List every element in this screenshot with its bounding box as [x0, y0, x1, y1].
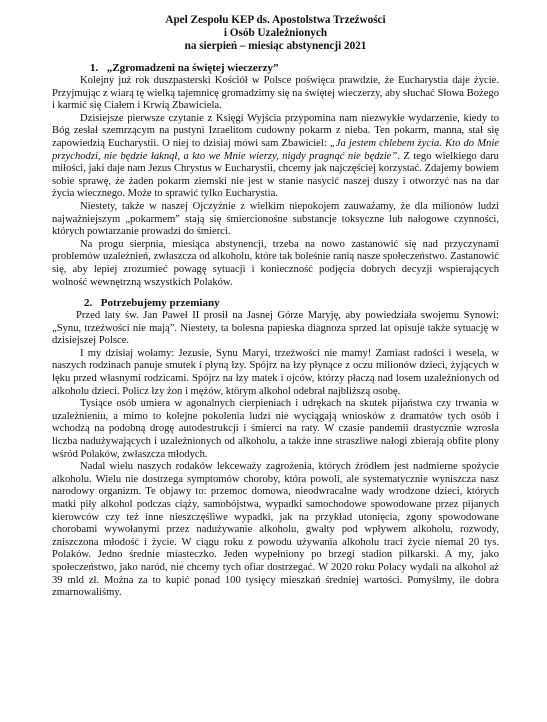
section-2-paragraph-3: Tysiące osób umiera w agonalnych cierpieniach i udrękach na skutek pijaństwa czy trwania w uzależnieniu, a mimo to kolejne pokolenia ludzi nie wyciągają wniosków z dramatów tych osób i wchodzą na podobną drogę autodestrukcji i śmierci na raty. W czasie pandemii drastycznie wzrosła liczba nadużywających i uzależnionych od alkoholu, a także inne straszliwe nałogi zbierają obfite plony wśród Polaków, zwłaszcza młodych. — [52, 398, 499, 460]
section-2-number: 2. — [84, 297, 93, 310]
section-2-paragraph-2: I my dzisiaj wołamy: Jezusie, Synu Maryi, trzeźwości nie mamy! Zamiast radości i wesela, w naszych rodzinach panuje smutek i płyną łzy. Spójrz na łzy płynące z oczu milionów dzieci, żyjących w lęku przed własnymi rodzicami. Spójrz na łzy matek i ojców, którzy płaczą nad losem uzależnionych od alkoholu dzieci. Policz łzy żon i mężów, którym alkohol odebrał najbliższą osobę. — [52, 347, 499, 397]
title-line-2: i Osób Uzależnionych — [223, 27, 328, 39]
section-1-paragraph-2-text-b: . Z tego wielkiego daru miłości, jaki daje nam Jezus Chrystus w Eucharystii, chcemy jak najczęściej korzystać. Zdajemy bowiem sobie sprawę, że żaden pokarm ziemski nie jest w stanie nasycić naszej duszy i otworzyć nas na dar życia wiecznego. Może to sprawić tylko Eucharystia. — [52, 150, 499, 200]
section-1-paragraph-4: Na progu sierpnia, miesiąca abstynencji, trzeba na nowo zastanowić się nad przyczynami problemów uzależnień, zwłaszcza od alkoholu, które tak boleśnie ranią nasze społeczeństwo. Zastanowić się, aby lepiej zrozumieć powagę sytuacji i konieczność podjęcia dobrych decyzji wspierających wolność wewnętrzną wszystkich Polaków. — [52, 238, 499, 288]
section-1-number: 1. — [90, 62, 99, 74]
document-title — [52, 14, 499, 53]
section-2-paragraph-4: Nadal wielu naszych rodaków lekceważy zagrożenia, których źródłem jest nadmierne spożycie alkoholu. Wielu nie dostrzega symptomów choroby, która powoli, ale systematycznie wyniszcza nasz narodowy organizm. Te objawy to: przemoc domowa, nieodwracalne wady wrodzone dzieci, których matki piły alkohol podczas ciąży, samobójstwa, wypadki samochodowe spowodowane przez pijanych kierowców czy też inne nieszczęśliwe wypadki, jak na przykład utonięcia, zgony spowodowane chorobami wywołanymi przez nadużywanie alkoholu, gwałty pod wpływem alkoholu, rozwody, zniszczona młodość i życie. W ciągu roku z powodu używania alkoholu traci życie niemal 20 tys. Polaków. Jedno średnie miasteczko. Jeden wypełniony po brzegi stadion piłkarski. A my, jako społeczeństwo, jako naród, nie chcemy tych ofiar dostrzegać. W 2020 roku Polacy wydali na alkohol aż 39 mld zł. Można za to kupić ponad 100 tysięcy mieszkań średniej wartości. Pomyślmy, ile dobra zmarnowaliśmy. — [52, 461, 499, 599]
section-1-paragraph-3: Niestety, także w naszej Ojczyźnie z wielkim niepokojem zauważamy, że dla milionów ludzi najważniejszym „pokarmem” stają się śmiercionośne substancje toksyczne lub nałogowe czynności, których powtarzanie prowadzi do śmierci. — [52, 200, 499, 238]
section-1-paragraph-2 — [52, 113, 499, 201]
section-2-heading — [84, 297, 499, 310]
section-1-heading — [90, 62, 499, 75]
title-line-1: Apel Zespołu KEP ds. Apostolstwa Trzeźwości — [165, 14, 386, 26]
section-1-paragraph-1: Kolejny już rok duszpasterski Kościół w Polsce poświęca prawdzie, że Eucharystia daje życie. Przyjmując z wiarą tę wielką tajemnicę gromadzimy się na świętej wieczerzy, aby słuchać Słowa Bożego i karmić się Ciałem i Krwią Zbawiciela. — [52, 75, 499, 112]
section-2-title: Potrzebujemy przemiany — [100, 297, 220, 310]
scripture-quote: „Ja jestem chlebem życia. Kto do Mnie przychodzi, nie będzie łaknął, a kto we Mnie wierzy, nigdy pragnąć nie będzie” — [52, 137, 499, 162]
title-line-3: na sierpień – miesiąc abstynencji 2021 — [184, 40, 367, 52]
section-1-paragraph-2-text-a: Dzisiejsze pierwsze czytanie z Księgi Wyjścia przypomina nam niezwykłe wydarzenie, kiedy to Bóg zesłał szemrzącym na pustyni Izraelitom cudowny pokarm z nieba. Ten pokarm, manna, stał się zapowiedzią Eucharystii. O niej to dzisiaj mówi sam Zbawiciel: — [52, 112, 499, 149]
section-2-paragraph-1: Przed laty św. Jan Paweł II prosił na Jasnej Górze Maryję, aby powiedziała swojemu Synowi: „Synu, trzeźwości nie mają”. Niestety, ta bolesna papieska diagnoza sprzed lat opisuje także sytuację w dzisiejszej Polsce. — [52, 310, 499, 347]
section-1-title: „Zgromadzeni na świętej wieczerzy” — [106, 62, 279, 74]
